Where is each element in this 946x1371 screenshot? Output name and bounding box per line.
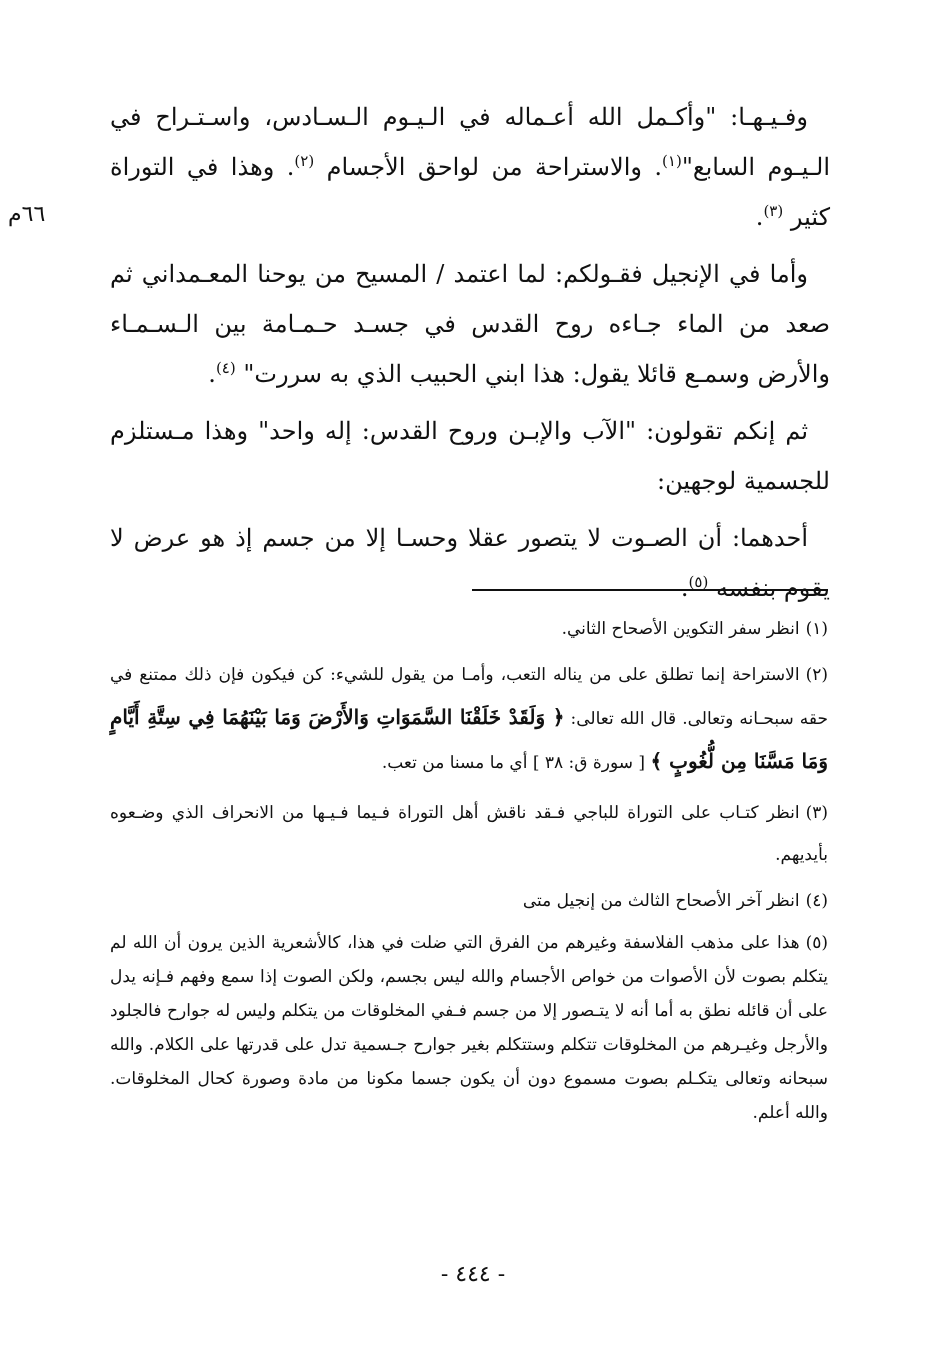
footnote xyxy=(110,654,828,784)
footnote-number: (١) xyxy=(805,619,828,639)
page-number: - ٤٤٤ - xyxy=(440,1262,506,1287)
paragraph-text: . xyxy=(680,574,689,602)
paragraph-text: وفـيـهـا: "وأكـمل الله أعـماله في الـيـوم الـسـادس، واسـتـراح في الـيـوم السابع" xyxy=(110,103,830,181)
paragraph-text: . xyxy=(755,203,764,231)
margin-page-reference: ٦٦م xyxy=(8,202,46,227)
paragraph xyxy=(110,249,830,399)
paragraph-text: أحدهما: أن الصـوت لا يتصور عقلا وحسـا إلا من جسم إذ هو عرض لا يقوم بنفسه xyxy=(110,524,830,602)
footnote-number: (٤) xyxy=(805,891,828,911)
footnote-text: انظر سفر التكوين الأصحاح الثاني. xyxy=(561,619,800,639)
footnote xyxy=(110,926,828,1130)
footnote-text: [ سورة ق: ٣٨ ] أي ما مسنا من تعب. xyxy=(381,753,651,773)
footnote xyxy=(110,792,828,876)
paragraph-text: وأما في الإنجيل فقـولكم: لما اعتمد / المسيح من يوحنا المعـمداني ثم صعد من الماء جـاءه روح القدس في جسـد حـمـامة بين الـسـمـاء والأرض وسمـع قائلا يقول: هذا ابني الحبيب الذي به سررت" xyxy=(110,260,830,388)
footnote xyxy=(110,612,828,646)
footnote-number: (٢) xyxy=(805,665,828,685)
footnote-ref: (٥) xyxy=(688,573,709,591)
footnote-number: (٥) xyxy=(805,933,828,953)
footnote-ref: (٣) xyxy=(763,202,784,220)
paragraph xyxy=(110,92,830,242)
footnote-text: انظر آخر الأصحاح الثالث من إنجيل متى xyxy=(522,891,800,911)
footnote-ref: (١) xyxy=(662,152,682,170)
paragraph-text: . xyxy=(208,360,216,388)
footnote-ref: (٢) xyxy=(294,152,315,170)
footnote-text: هذا على مذهب الفلاسفة وغيرهم من الفرق التي ضلت في هذا، كالأشعرية الذين يرون أن الله لم يتكلم بصوت لأن الأصوات من خواص الأجسام والله ليس بجسم، ولكن الصوت إذا سمع وفهم فـإنه يدل على أن قائله نطق به أما أنه لا يتـصور إلا من جسم فـفي المخلوقات من يتكلم وليس له جوارح فالجلود والأرجل وغيـرهم من المخلوقات تتكلم وستتكلم بغير جوارح جـسمية تدل على قدرتها على الكلام. والله سبحانه وتعالى يتكـلم بصوت مسموع دون أن يكون جسما مكونا من مادة وصورة كحال المخلوقات. والله أعلم. xyxy=(110,933,828,1123)
paragraph-text: ثم إنكم تقولون: "الآب والإبـن وروح القدس: إله واحد" وهذا مـستلزم للجسمية لوجهين: xyxy=(110,417,830,495)
footnote-text: الاستراحة إنما تطلق على من يناله التعب، وأمـا من يقول للشيء: كن فيكون فإن ذلك ممتنع في حقه سبحـانه وتعالى. قال الله تعالى: xyxy=(110,665,828,729)
footnotes xyxy=(110,612,828,1138)
footnote-ref: (٤) xyxy=(215,359,236,377)
footnote-number: (٣) xyxy=(805,803,828,823)
main-text xyxy=(110,92,830,620)
paragraph-text: . والاستراحة من لواحق الأجسام xyxy=(314,153,663,181)
paragraph xyxy=(110,513,830,613)
quran-verse: ﴿ وَلَقَدْ خَلَقْنَا السَّمَوَاتِ وَالأَرْضَ وَمَا بَيْنَهُمَا فِي سِتَّةِ أَيَّامٍ وَمَا مَسَّنَا مِن لُّغُوبٍ ﴾ xyxy=(110,705,828,773)
footnote-text: انظر كتـاب على التوراة للباجي فـقد ناقش أهل التوراة فـيما فـيـها من الانحراف الذي وضـعوه بأيديهم. xyxy=(110,803,828,865)
paragraph xyxy=(110,406,830,506)
footnote xyxy=(110,884,828,918)
footnote-separator xyxy=(472,589,828,591)
paragraph-text: . وهذا في التوراة كثير xyxy=(110,153,830,231)
